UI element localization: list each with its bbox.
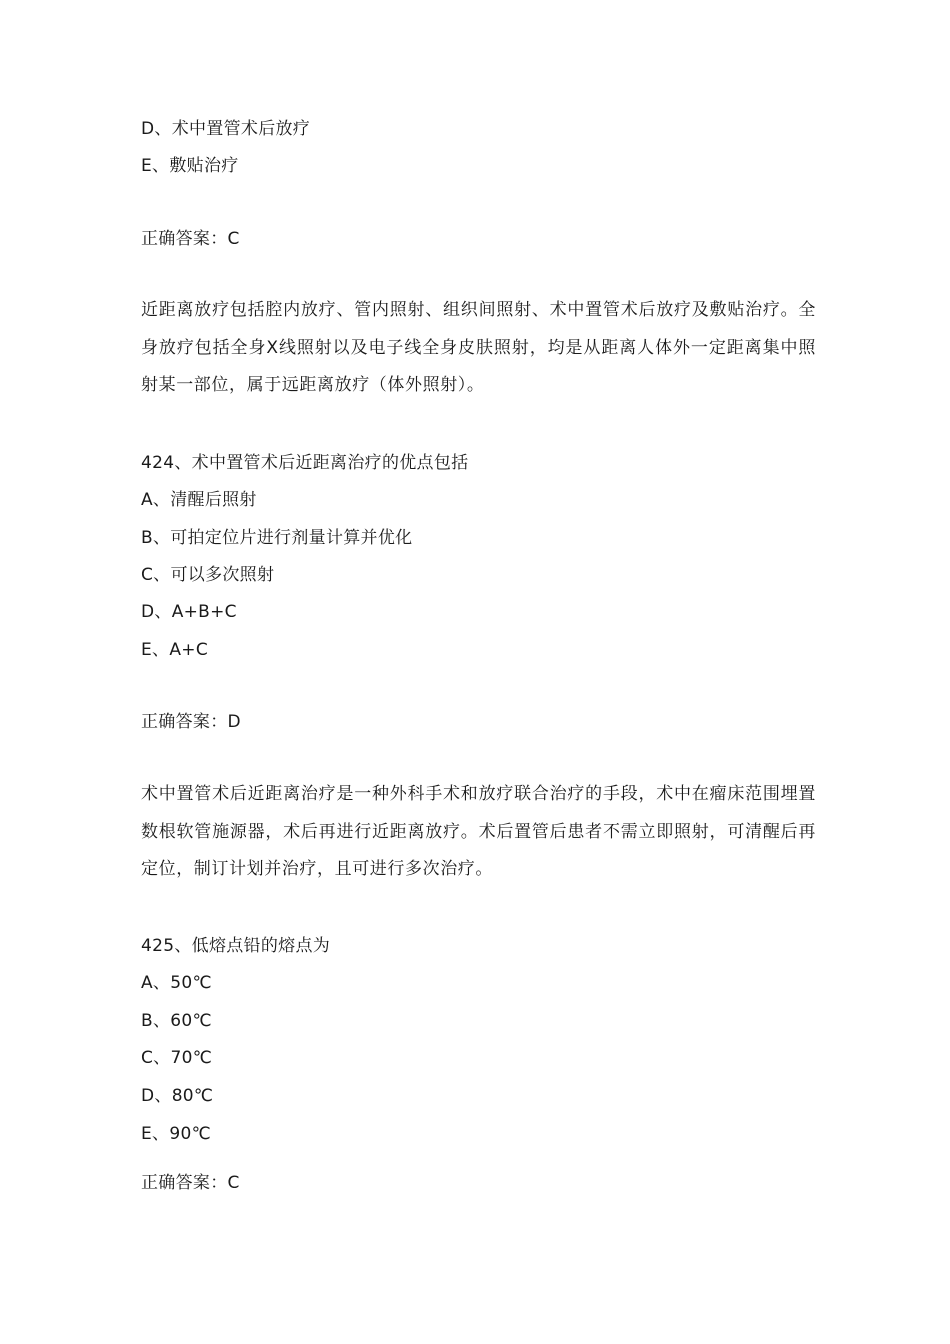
option-a: A、清醒后照射 [141,490,257,510]
question-title: 425、低熔点铅的熔点为 [141,936,331,956]
option-c: C、70℃ [141,1048,213,1068]
option-a: A、50℃ [141,973,212,993]
option-b: B、可拍定位片进行剂量计算并优化 [141,528,413,548]
option-d: D、术中置管术后放疗 [141,119,311,139]
option-d: D、80℃ [141,1086,214,1106]
answer-explanation: 术中置管术后近距离治疗是一种外科手术和放疗联合治疗的手段，术中在瘤床范围埋置数根软管施源器，术后再进行近距离放疗。术后置管后患者不需立即照射，可清醒后再定位，制订计划并治疗，且可进行多次治疗。 [141,784,816,879]
option-c: C、可以多次照射 [141,565,275,585]
answer-explanation: 近距离放疗包括腔内放疗、管内照射、组织间照射、术中置管术后放疗及敷贴治疗。全身放疗包括全身X线照射以及电子线全身皮肤照射，均是从距离人体外一定距离集中照射某一部位，属于远距离放疗（体外照射）。 [141,300,816,395]
correct-answer: 正确答案：C [141,229,240,249]
option-b: B、60℃ [141,1011,212,1031]
option-e: E、敷贴治疗 [141,156,239,176]
correct-answer: 正确答案：C [141,1173,240,1193]
option-d: D、A+B+C [141,602,237,622]
option-e: E、A+C [141,640,208,660]
question-title: 424、术中置管术后近距离治疗的优点包括 [141,453,469,473]
correct-answer: 正确答案：D [141,712,241,732]
option-e: E、90℃ [141,1124,211,1144]
